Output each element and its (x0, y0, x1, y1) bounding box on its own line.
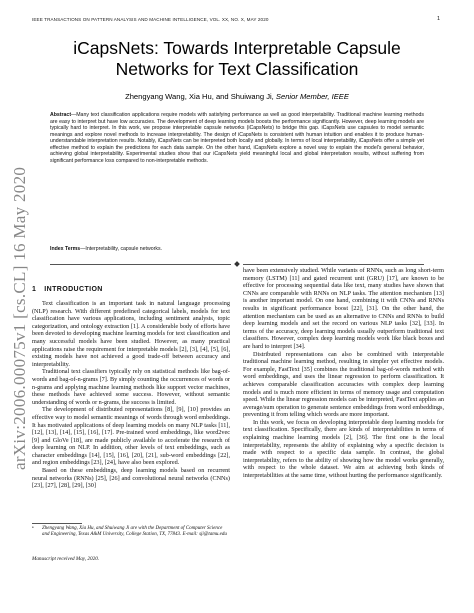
author-list (32, 92, 442, 101)
section-number: 1 (32, 286, 37, 293)
paper-title (32, 38, 442, 80)
title-line-2: Networks for Text Classification (115, 59, 359, 79)
left-column (32, 300, 230, 520)
abstract-text: —Many text classification applications require models with satisfying performance as well as good interpretability. Traditional machine learning methods are easy to interpret but have low accuracies. The development of deep learning models boosts the performance significantly. However, deep learning models are typically hard to interpret. In this work, we propose interpretable capsule networks (iCapsNets) to bridge this gap. iCapsNets use capsules to model semantic meanings and explore novel methods to increase interpretability. The design of iCapsNets is consistent with human intuition and enables it to produce human-understandable interpretation results. Notably, iCapsNets can be interpreted both locally and globally. In terms of local interpretability, iCapsNets offer a simple yet effective method to explain the predictions for each data sample. On the other hand, iCapsNets explore a novel way to explain the model's general behavior, achieving global interpretability. Experimental studies show that our iCapsNets yield meaningful local and global interpretation results, without suffering from significant performance loss compared to non-interpretable methods. (50, 112, 424, 164)
divider-right (243, 264, 424, 265)
left-paragraph: Text classification is an important task in natural language processing (NLP) research. With different predefined categorical labels, models for text classification have various applications, including sentiment analysis, topic categorization, and ontology extraction [1]. A considerable body of efforts have been devoted to developing machine learning models for text classification and many successful models have been studied. However, as many practical applications raise the requirement for interpretable models [2], [3], [4], [5], [6], existing models have not achieved a good trade-off between accuracy and interpretability. (32, 300, 230, 368)
left-paragraph: Based on these embeddings, deep learning models based on recurrent neural networks (RNNs) [25], [26] and convolutional neural networks (CNNs) [23], [27], [28], [29], [30] (32, 467, 230, 490)
section-heading (32, 286, 232, 293)
footnote-entry (32, 526, 230, 539)
running-head: IEEE TRANSACTIONS ON PATTERN ANALYSIS AND MACHINE INTELLIGENCE, VOL. XX, NO. X, MAY 2020 (32, 17, 269, 22)
right-column (243, 267, 444, 592)
index-terms (50, 246, 424, 252)
arxiv-stamp: arXiv:2006.00075v1 [cs.CL] 16 May 2020 (10, 166, 29, 470)
right-paragraph: In this work, we focus on developing interpretable deep learning models for text classification. Specifically, there are kinds of interpretabilities in terms of explaining machine learning models [2], [36]. The first one is the local interpretability, represents the ability of explaining why a specific decision is made with respect to a specific data sample. In contrast, the global interpretability, refers to the ability of showing how the model works generally, with respect to the whole dataset. We aim at achieving both kinds of interpretabilities at the same time, without hurting the performance significantly. (243, 418, 444, 480)
right-paragraph: Distributed representations can also be combined with interpretable traditional machine learning method, resulting in simpler yet effective models. For example, FastText [35] combines the traditional bag-of-words method with word embeddings, and uses the linear regression to perform classification. It achieves comparable classification accuracies with complex deep learning models and is much more efficient in terms of memory usage and computation speed. While the linear regression models can be interpreted, FastText applies an average/sum operation to generate sentence embeddings from word embeddings, preventing it from telling which words are more important. (243, 350, 444, 419)
abstract (50, 112, 424, 164)
author-names: Zhengyang Wang, Xia Hu, and Shuiwang Ji, (125, 92, 276, 101)
section-title: INTRODUCTION (44, 286, 103, 293)
left-paragraph: The development of distributed representations [8], [9], [10] provides an effective way to model semantic meanings of words through word embeddings. It has motivated applications of deep learning models on many NLP tasks [11], [12], [13], [14], [15], [16], [17]. Pre-trained word embeddings, like word2vec [9] and GloVe [18], are made publicly available to accelerate the research of deep learning on NLP. In addition, other levels of text embeddings, such as character embeddings [14], [15], [16], [20], [21], sub-word embeddings [22], and region embeddings [23], [24], have also been explored. (32, 406, 230, 467)
index-terms-text: —Interpretability, capsule networks. (80, 246, 162, 252)
footnote-text: Zhengyang Wang, Xia Hu, and Shuiwang Ji are with the Department of Computer Science and Engineering, Texas A&M University, College Station, TX, 77843. E-mail: sji@tamu.edu (42, 526, 227, 538)
affiliation-footnote (32, 526, 230, 539)
left-paragraph: Traditional text classifiers typically rely on statistical methods like bag-of-words and bag-of-n-grams [7]. By simply counting the occurrences of words or n-grams and applying machine learning methods like support vector machines, these methods have achieved some success. However, without semantic understanding of words or n-grams, the success is limited. (32, 368, 230, 406)
page-number: 1 (437, 16, 441, 22)
divider-left (50, 264, 231, 265)
right-paragraph: have been extensively studied. While variants of RNNs, such as long short-term memory (LSTM) [11] and gated recurrent unit (GRU) [17], are known to be effective for processing sequential data like text, many studies have shown that CNNs are comparable with RNNs on NLP tasks. The attention mechanism [13] is another important model. On one hand, combining it with CNNs and RNNs results in significant performance boost [22], [31]. On the other hand, the attention mechanism can be used as an alternative to CNNs and RNNs to build deep learning models and set the record on various NLP tasks [32], [33]. In terms of the accuracy, deep learning models usually outperform traditional text classifiers. However, complex deep learning models work like black boxes and are hard to interpret [34]. (243, 267, 444, 350)
author-membership: Senior Member, IEEE (275, 92, 349, 101)
bullet-icon: • (32, 526, 34, 531)
diamond-icon (234, 261, 240, 267)
abstract-label: Abstract (50, 112, 72, 118)
manuscript-note: Manuscript received May, 2020. (32, 556, 100, 562)
footnote-divider (32, 523, 82, 524)
index-terms-label: Index Terms (50, 246, 81, 252)
title-line-1: iCapsNets: Towards Interpretable Capsule (73, 38, 401, 58)
